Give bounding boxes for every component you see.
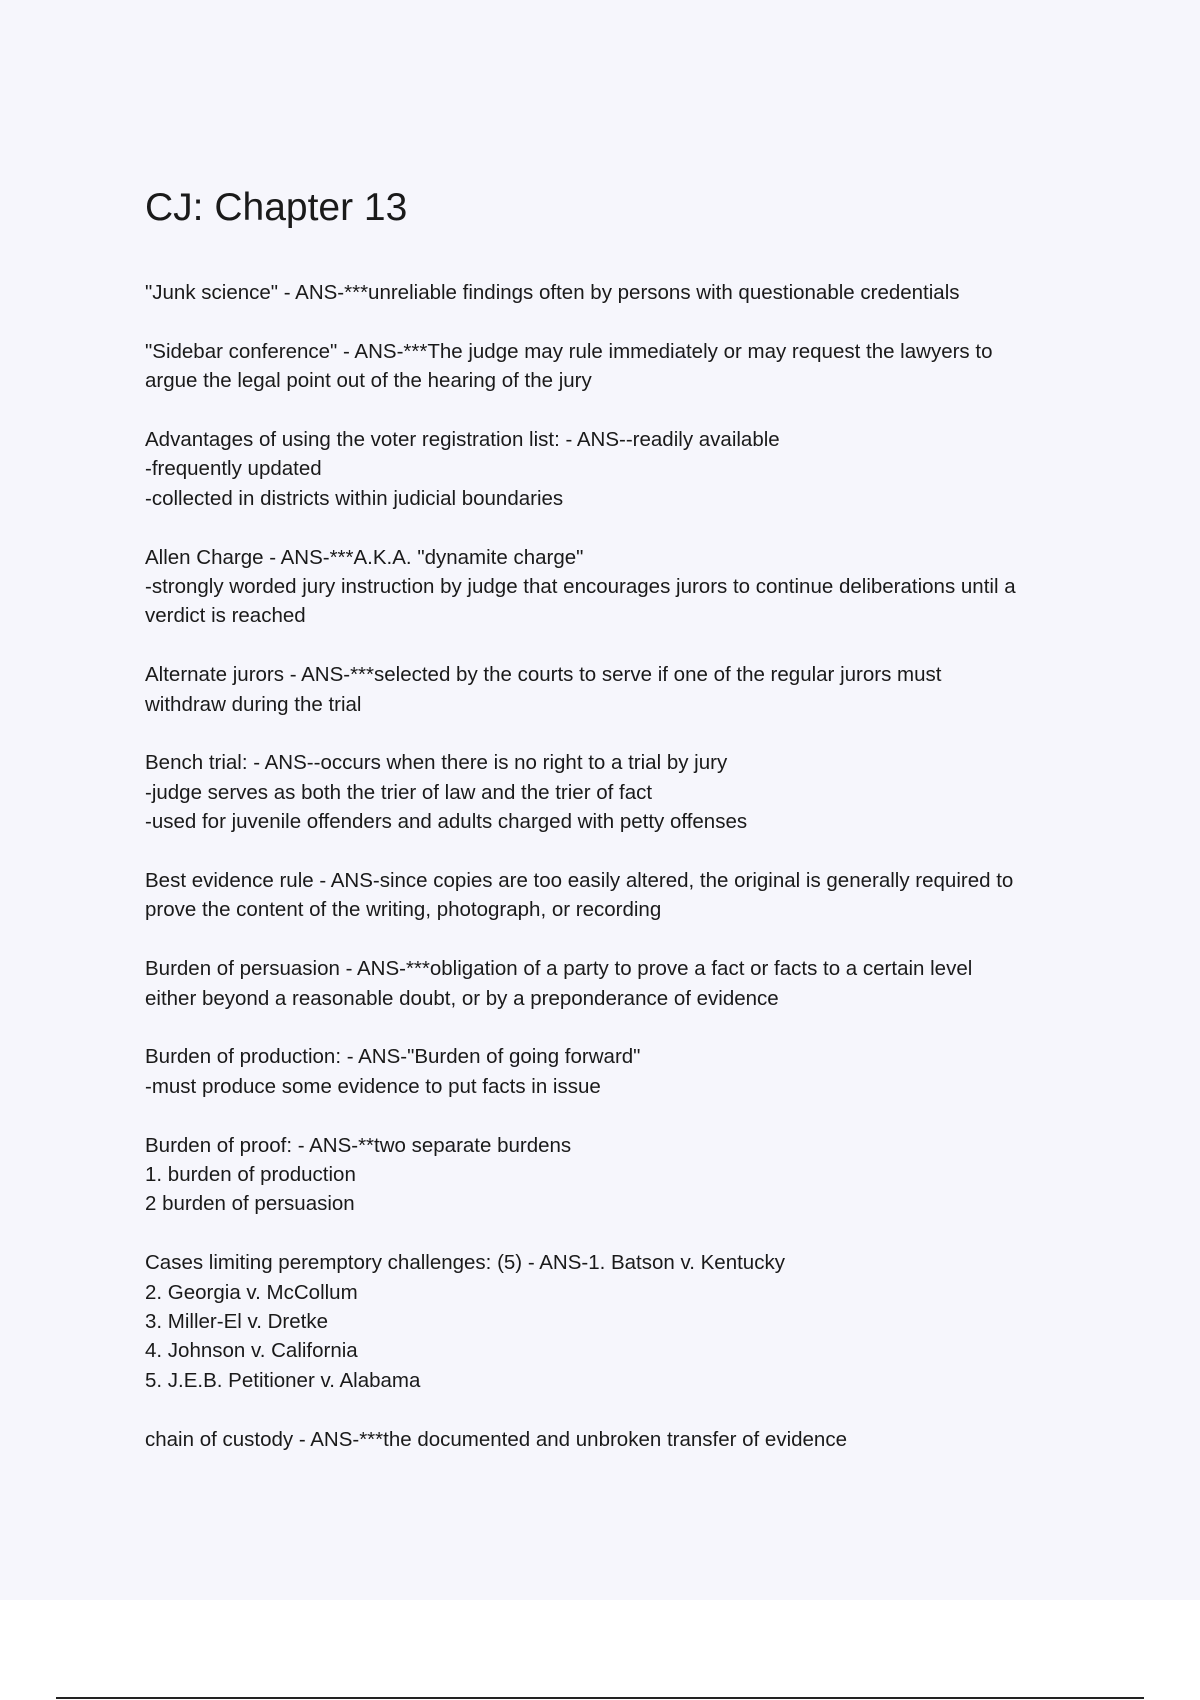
flashcard-entry <box>145 660 1105 719</box>
entry-term-line: Advantages of using the voter registration list: - ANS--readily available <box>145 428 780 451</box>
entry-definition-line: -collected in districts within judicial boundaries <box>145 486 564 510</box>
flashcard-list <box>145 278 1105 1483</box>
flashcard-entry <box>145 1425 1105 1454</box>
entry-definition-line: 2 burden of persuasion <box>145 1192 355 1216</box>
flashcard-entry <box>145 954 1105 1013</box>
flashcard-entry <box>145 748 1105 836</box>
entry-term-line: Bench trial: - ANS--occurs when there is no right to a trial by jury <box>145 751 728 775</box>
entry-definition-line: withdraw during the trial <box>145 692 362 716</box>
entry-term-line: chain of custody - ANS-***the documented and unbroken transfer of evidence <box>145 1427 847 1451</box>
entry-term-line: Cases limiting peremptory challenges: (5) - ANS-1. Batson v. Kentucky <box>145 1251 785 1275</box>
entry-definition-line: -must produce some evidence to put facts in issue <box>145 1074 601 1098</box>
footer-divider <box>56 1697 1144 1699</box>
flashcard-entry <box>145 866 1105 925</box>
entry-term-line: "Junk science" - ANS-***unreliable findings often by persons with questionable credentials <box>145 281 960 304</box>
entry-definition-line: 1. burden of production <box>145 1163 356 1187</box>
entry-term-line: Allen Charge - ANS-***A.K.A. "dynamite charge" <box>145 545 584 569</box>
entry-definition-line: -frequently updated <box>145 457 322 481</box>
flashcard-entry <box>145 543 1105 631</box>
entry-term-line: "Sidebar conference" - ANS-***The judge may rule immediately or may request the lawyers to <box>145 339 993 363</box>
entry-definition-line: verdict is reached <box>145 604 306 628</box>
flashcard-entry <box>145 278 1105 307</box>
entry-definition-line: 3. Miller-El v. Dretke <box>145 1310 329 1334</box>
page-title: CJ: Chapter 13 <box>145 186 408 229</box>
entry-definition-line: -judge serves as both the trier of law and the trier of fact <box>145 780 653 804</box>
entry-term-line: Burden of production: - ANS-"Burden of going forward" <box>145 1045 641 1069</box>
entry-definition-line: 2. Georgia v. McCollum <box>145 1280 358 1304</box>
entry-term-line: Burden of persuasion - ANS-***obligation of a party to prove a fact or facts to a certain level <box>145 957 973 981</box>
flashcard-entry <box>145 337 1105 396</box>
entry-definition-line: prove the content of the writing, photograph, or recording <box>145 898 662 922</box>
entry-term-line: Best evidence rule - ANS-since copies are too easily altered, the original is generally required to <box>145 869 1014 893</box>
entry-term-line: Alternate jurors - ANS-***selected by the courts to serve if one of the regular jurors must <box>145 663 942 687</box>
entry-definition-line: 4. Johnson v. California <box>145 1339 358 1363</box>
entry-definition-line: -strongly worded jury instruction by judge that encourages jurors to continue deliberations until a <box>145 575 1016 599</box>
entry-definition-line: argue the legal point out of the hearing of the jury <box>145 369 592 393</box>
flashcard-entry <box>145 1042 1105 1101</box>
entry-definition-line: either beyond a reasonable doubt, or by a preponderance of evidence <box>145 986 779 1010</box>
flashcard-entry <box>145 425 1105 513</box>
entry-definition-line: 5. J.E.B. Petitioner v. Alabama <box>145 1368 421 1392</box>
entry-term-line: Burden of proof: - ANS-**two separate burdens <box>145 1133 572 1157</box>
entry-definition-line: -used for juvenile offenders and adults charged with petty offenses <box>145 810 748 834</box>
flashcard-entry <box>145 1248 1105 1395</box>
flashcard-entry <box>145 1131 1105 1219</box>
